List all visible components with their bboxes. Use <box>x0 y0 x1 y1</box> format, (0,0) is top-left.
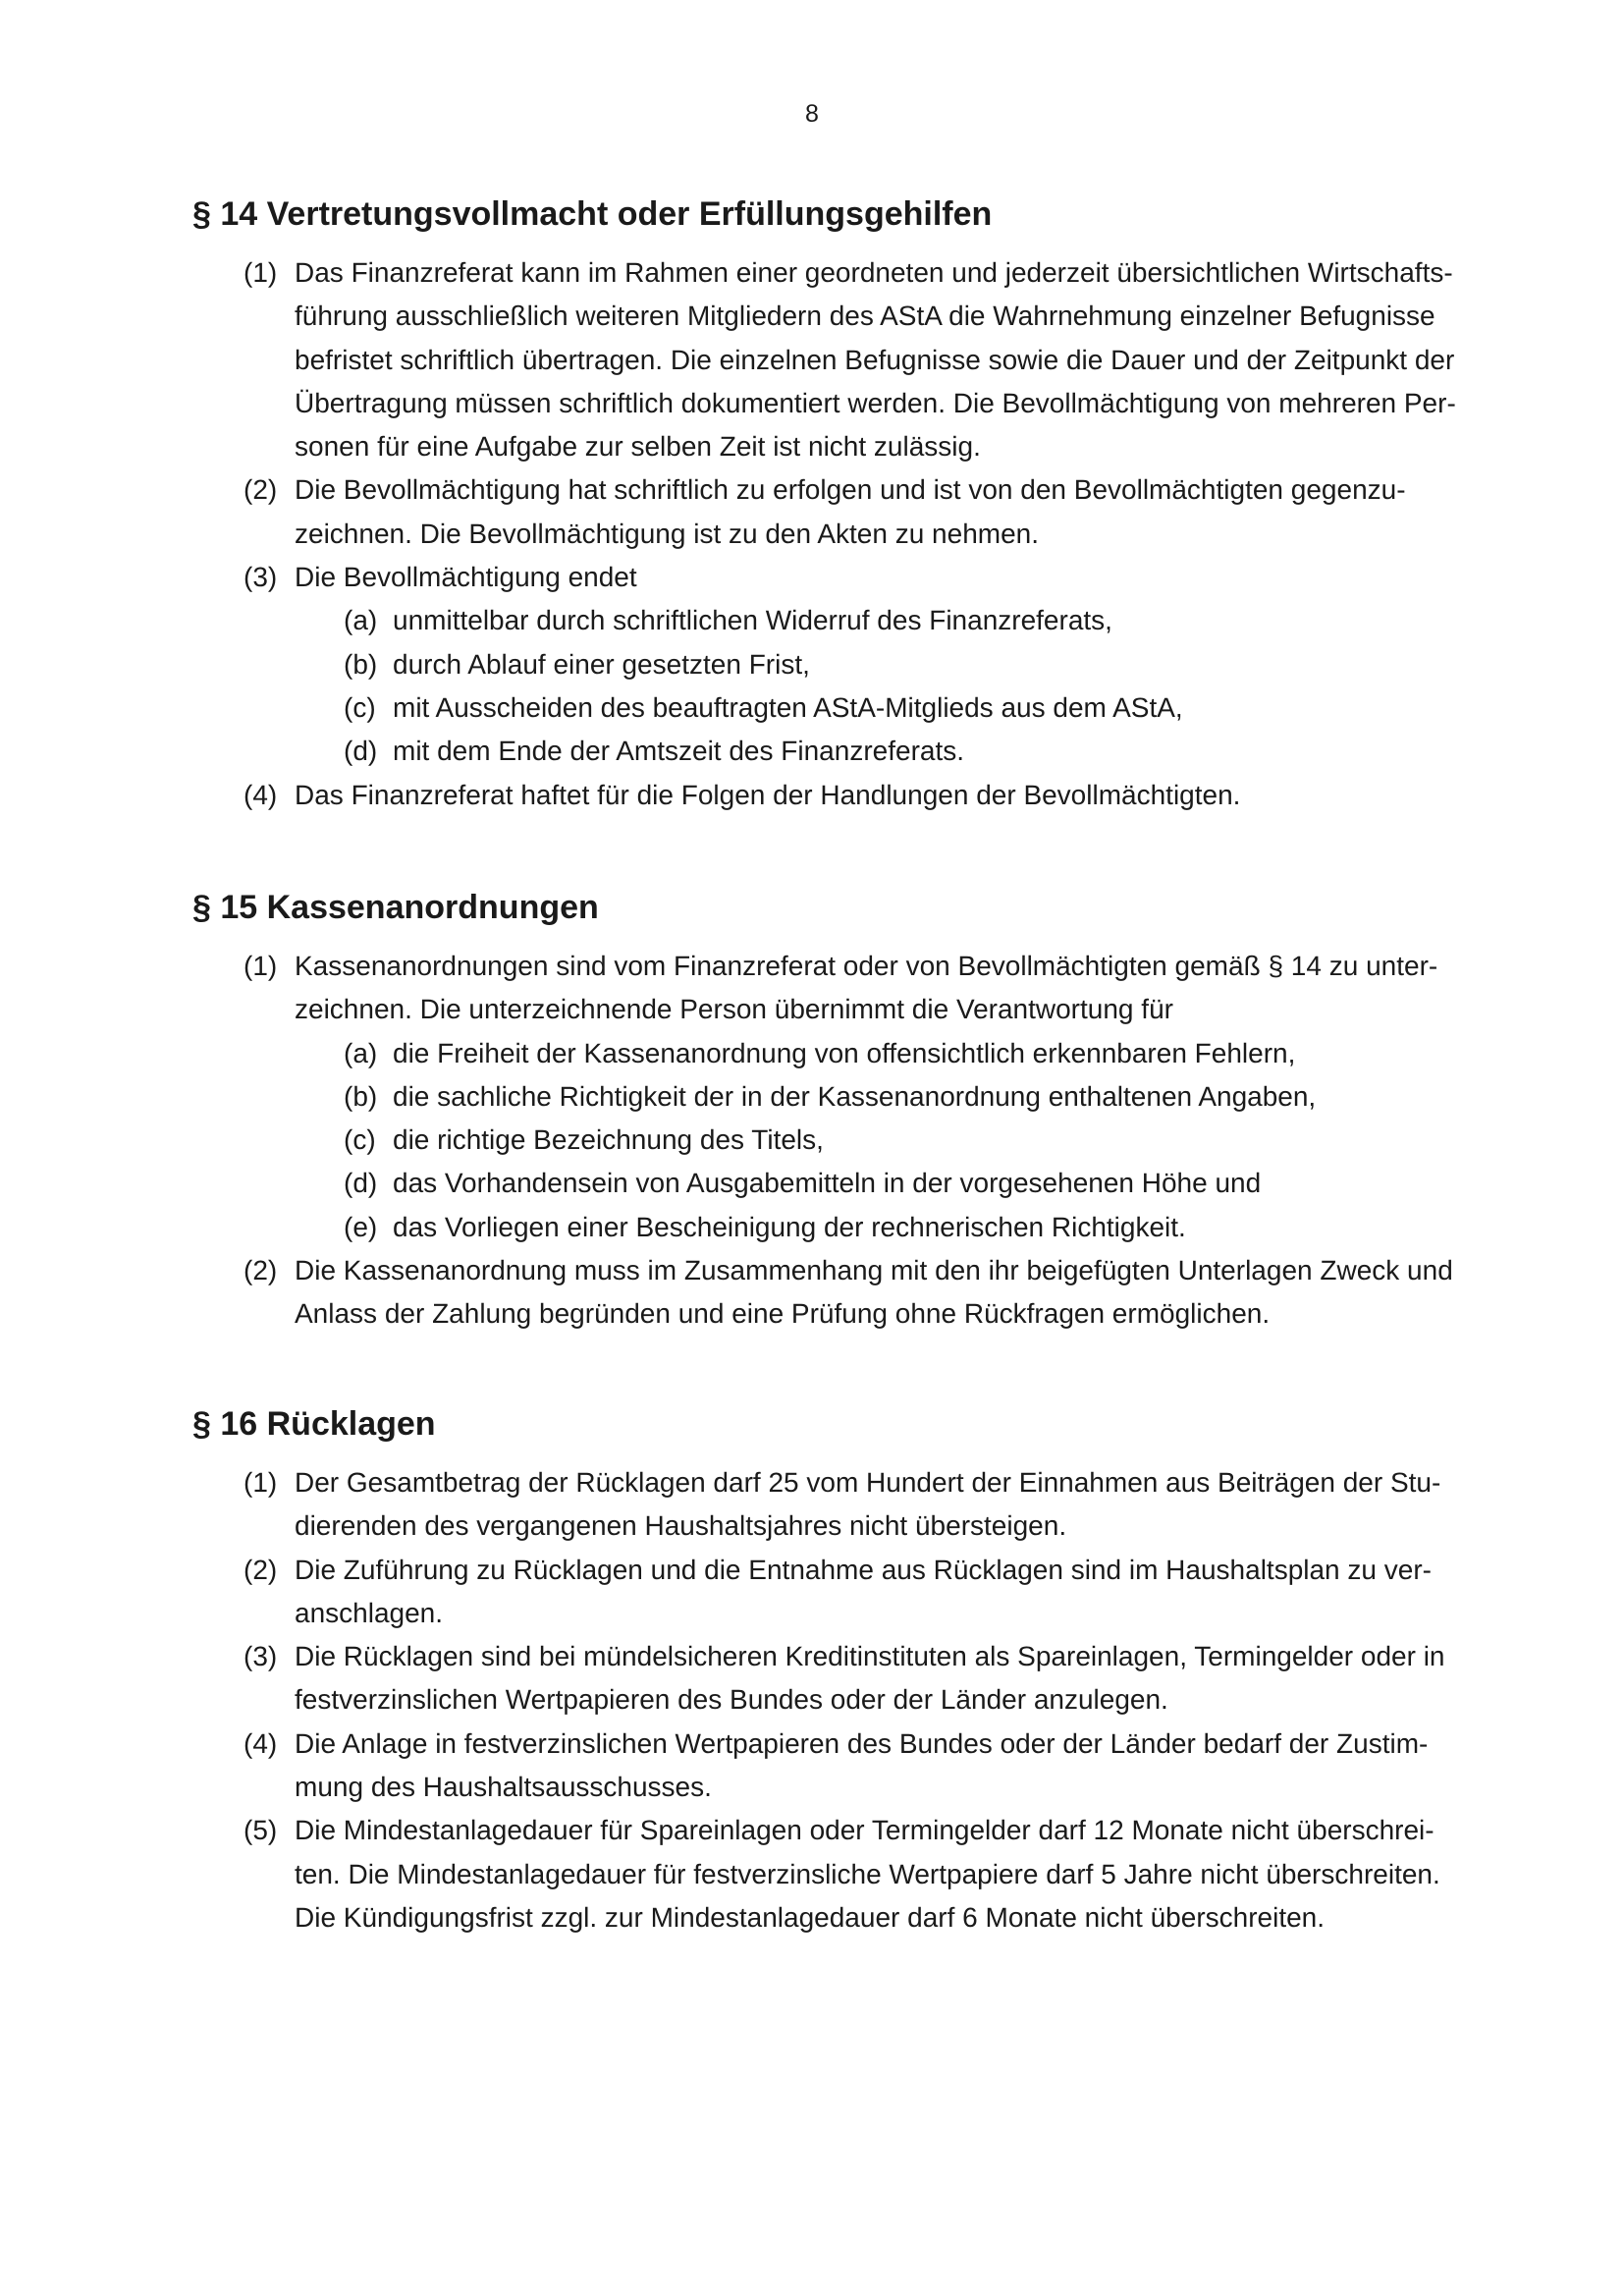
text-line: Die Kündigungsfrist zzgl. zur Mindestanlagedauer darf 6 Monate nicht überschreiten. <box>295 1901 1326 1933</box>
item-number: (3) <box>244 562 278 593</box>
list-item <box>244 1249 1453 1337</box>
section-heading: § 14 Vertretungsvollmacht oder Erfüllungsgehilfen <box>192 195 993 233</box>
text-line: Anlass der Zahlung begründen und eine Prüfung ohne Rückfragen ermöglichen. <box>295 1298 1271 1330</box>
text-line: festverzinslichen Wertpapieren des Bundes oder der Länder anzulegen. <box>295 1684 1168 1716</box>
list-item <box>244 556 1439 773</box>
text-line: ten. Die Mindestanlagedauer für festverzinsliche Wertpapiere darf 5 Jahre nicht überschreiten. <box>295 1858 1440 1889</box>
sub-item <box>295 1162 1439 1205</box>
item-number: (1) <box>244 1467 278 1498</box>
list-item <box>244 251 1456 468</box>
text-line: führung ausschließlich weiteren Mitgliedern des AStA die Wahrnehmung einzelner Befugnisse <box>295 301 1435 332</box>
sub-item-text: durch Ablauf einer gesetzten Frist, <box>393 648 810 680</box>
item-number: (4) <box>244 779 278 810</box>
sub-item-text: mit dem Ende der Amtszeit des Finanzreferats. <box>393 736 965 767</box>
sub-item <box>295 1206 1439 1249</box>
sub-item-text: das Vorhandensein von Ausgabemitteln in der vorgesehenen Höhe und <box>393 1168 1262 1199</box>
text-line: Übertragung müssen schriftlich dokumentiert werden. Die Bevollmächtigung von mehreren Per- <box>295 387 1456 418</box>
text-line: Die Bevollmächtigung hat schriftlich zu erfolgen und ist von den Bevollmächtigten gegenzu- <box>295 474 1406 506</box>
list-item <box>244 945 1439 1249</box>
text-line: befristet schriftlich übertragen. Die einzelnen Befugnisse sowie die Dauer und der Zeitpunkt der <box>295 344 1455 375</box>
text-line: Das Finanzreferat haftet für die Folgen der Handlungen der Bevollmächtigten. <box>295 779 1241 810</box>
sub-item <box>295 1119 1439 1162</box>
item-number: (2) <box>244 1554 278 1585</box>
sub-item-letter: (b) <box>344 648 378 680</box>
sub-item <box>295 599 1439 642</box>
item-number: (2) <box>244 474 278 506</box>
sub-item-letter: (d) <box>344 736 378 767</box>
list-item <box>244 1809 1439 1940</box>
section-heading: § 16 Rücklagen <box>192 1405 436 1443</box>
sub-item-letter: (a) <box>344 1037 378 1068</box>
sub-item-letter: (e) <box>344 1211 378 1242</box>
sub-item <box>295 730 1439 773</box>
item-number: (2) <box>244 1255 278 1286</box>
text-line: zeichnen. Die unterzeichnende Person übernimmt die Verantwortung für <box>295 994 1173 1025</box>
sub-item-letter: (b) <box>344 1080 378 1112</box>
text-line: Der Gesamtbetrag der Rücklagen darf 25 vom Hundert der Einnahmen aus Beiträgen der Stu- <box>295 1467 1441 1498</box>
sub-item-letter: (d) <box>344 1168 378 1199</box>
sub-item <box>295 1075 1439 1119</box>
list-item <box>244 1635 1445 1722</box>
sub-item-text: unmittelbar durch schriftlichen Widerruf des Finanzreferats, <box>393 605 1112 636</box>
list-item <box>244 468 1439 556</box>
text-line: sonen für eine Aufgabe zur selben Zeit ist nicht zulässig. <box>295 431 981 463</box>
text-line: Die Anlage in festverzinslichen Wertpapieren des Bundes oder der Länder bedarf der Zustim- <box>295 1727 1429 1759</box>
text-line: Die Bevollmächtigung endet <box>295 562 637 593</box>
item-number: (1) <box>244 951 278 981</box>
text-line: mung des Haushaltsausschusses. <box>295 1772 712 1803</box>
page-number: 8 <box>805 100 819 128</box>
sub-item-text: mit Ausscheiden des beauftragten AStA-Mitglieds aus dem AStA, <box>393 691 1183 723</box>
text-line: Die Rücklagen sind bei mündelsicheren Kreditinstituten als Spareinlagen, Termingelder oder in <box>295 1641 1445 1672</box>
list-item <box>244 1722 1439 1810</box>
text-line: Das Finanzreferat kann im Rahmen einer geordneten und jederzeit übersichtlichen Wirtschafts- <box>295 257 1453 288</box>
sub-item <box>295 686 1439 730</box>
section-14 <box>192 192 1456 817</box>
text-line: Kassenanordnungen sind vom Finanzreferat oder von Bevollmächtigten gemäß § 14 zu unter- <box>295 951 1438 981</box>
item-number: (3) <box>244 1641 278 1672</box>
section-heading: § 15 Kassenanordnungen <box>192 889 599 926</box>
text-line: zeichnen. Die Bevollmächtigung ist zu den Akten zu nehmen. <box>295 518 1040 549</box>
text-line: Die Zuführung zu Rücklagen und die Entnahme aus Rücklagen sind im Haushaltsplan zu ver- <box>295 1554 1432 1585</box>
item-number: (4) <box>244 1727 278 1759</box>
list-item <box>244 774 1439 817</box>
item-number: (1) <box>244 257 278 288</box>
text-line: Die Mindestanlagedauer für Spareinlagen oder Termingelder darf 12 Monate nicht überschrei- <box>295 1815 1435 1846</box>
sub-item-letter: (c) <box>344 691 376 723</box>
section-15 <box>192 886 1453 1337</box>
sub-item-text: die Freiheit der Kassenanordnung von offensichtlich erkennbaren Fehlern, <box>393 1037 1296 1068</box>
text-line: Die Kassenanordnung muss im Zusammenhang mit den ihr beigefügten Unterlagen Zweck und <box>295 1255 1453 1286</box>
sub-item-text: die sachliche Richtigkeit der in der Kassenanordnung enthaltenen Angaben, <box>393 1080 1317 1112</box>
item-number: (5) <box>244 1815 278 1846</box>
section-16 <box>192 1402 1445 1940</box>
text-line: dierenden des vergangenen Haushaltsjahres nicht übersteigen. <box>295 1510 1067 1542</box>
sub-item-text: die richtige Bezeichnung des Titels, <box>393 1124 824 1156</box>
sub-item <box>295 1032 1439 1075</box>
sub-item-text: das Vorliegen einer Bescheinigung der rechnerischen Richtigkeit. <box>393 1211 1186 1242</box>
text-line: anschlagen. <box>295 1597 444 1628</box>
sub-item <box>295 643 1439 686</box>
sub-item-letter: (a) <box>344 605 378 636</box>
list-item <box>244 1549 1439 1636</box>
sub-item-letter: (c) <box>344 1124 376 1156</box>
list-item <box>244 1461 1439 1549</box>
